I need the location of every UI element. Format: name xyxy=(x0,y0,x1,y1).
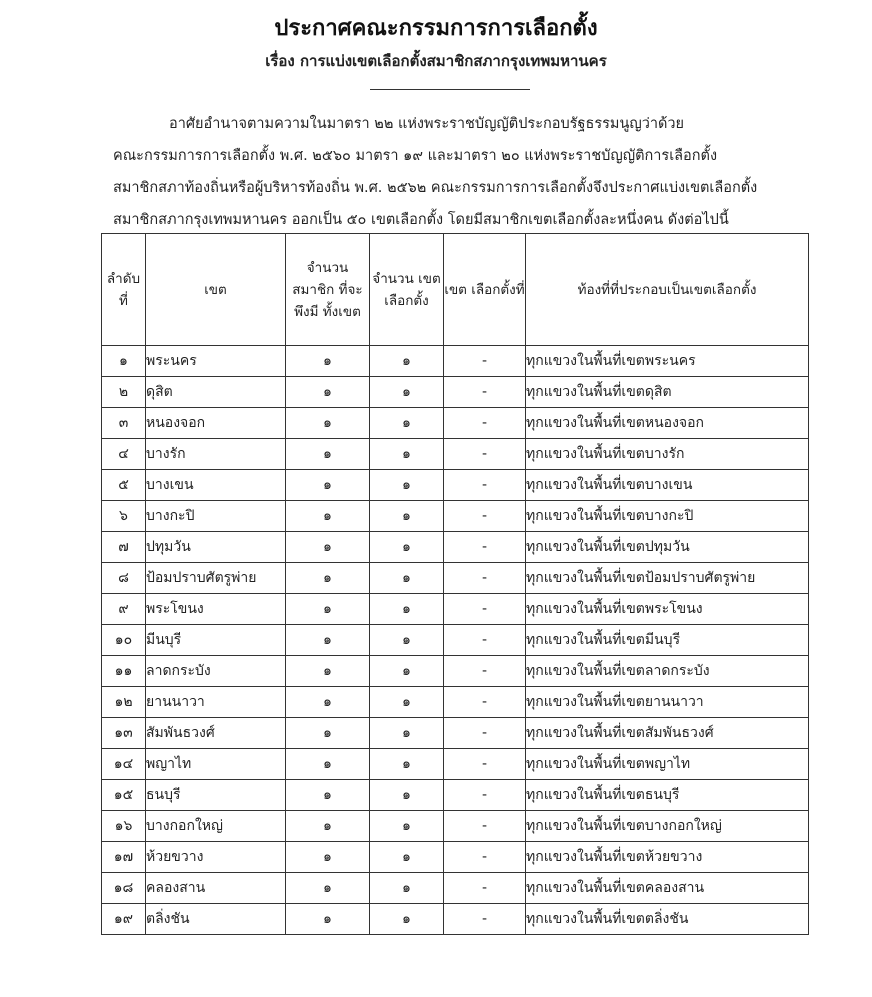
cell-zone-number: - xyxy=(444,563,526,594)
cell-member-count: ๑ xyxy=(286,377,370,408)
cell-zone-count: ๑ xyxy=(370,625,444,656)
cell-area: ทุกแขวงในพื้นที่เขตบางกะปิ xyxy=(526,501,809,532)
cell-district: ยานนาวา xyxy=(146,687,286,718)
cell-area: ทุกแขวงในพื้นที่เขตห้วยขวาง xyxy=(526,842,809,873)
cell-area: ทุกแขวงในพื้นที่เขตธนบุรี xyxy=(526,780,809,811)
table-row xyxy=(102,811,809,842)
cell-member-count: ๑ xyxy=(286,346,370,377)
cell-member-count: ๑ xyxy=(286,470,370,501)
cell-member-count: ๑ xyxy=(286,563,370,594)
cell-order-no: ๘ xyxy=(102,563,146,594)
cell-district: มีนบุรี xyxy=(146,625,286,656)
table-row xyxy=(102,501,809,532)
table-row xyxy=(102,749,809,780)
table-row xyxy=(102,687,809,718)
table-row xyxy=(102,532,809,563)
header-order-no: ลำดับ ที่ xyxy=(102,234,146,346)
cell-area: ทุกแขวงในพื้นที่เขตพระนคร xyxy=(526,346,809,377)
cell-member-count: ๑ xyxy=(286,501,370,532)
table-row xyxy=(102,377,809,408)
cell-member-count: ๑ xyxy=(286,625,370,656)
cell-zone-count: ๑ xyxy=(370,532,444,563)
table-row xyxy=(102,408,809,439)
cell-zone-number: - xyxy=(444,346,526,377)
cell-district: บางกอกใหญ่ xyxy=(146,811,286,842)
cell-district: ปทุมวัน xyxy=(146,532,286,563)
cell-area: ทุกแขวงในพื้นที่เขตหนองจอก xyxy=(526,408,809,439)
cell-district: บางรัก xyxy=(146,439,286,470)
cell-zone-number: - xyxy=(444,625,526,656)
cell-order-no: ๙ xyxy=(102,594,146,625)
cell-member-count: ๑ xyxy=(286,780,370,811)
cell-order-no: ๖ xyxy=(102,501,146,532)
cell-order-no: ๑๕ xyxy=(102,780,146,811)
cell-district: ห้วยขวาง xyxy=(146,842,286,873)
cell-zone-count: ๑ xyxy=(370,687,444,718)
table-row xyxy=(102,904,809,935)
cell-zone-count: ๑ xyxy=(370,749,444,780)
announcement-subject: เรื่อง การแบ่งเขตเลือกตั้งสมาชิกสภากรุงเทพมหานคร xyxy=(265,52,607,70)
cell-zone-number: - xyxy=(444,377,526,408)
cell-order-no: ๑๓ xyxy=(102,718,146,749)
announcement-title: ประกาศคณะกรรมการการเลือกตั้ง xyxy=(274,16,598,41)
cell-zone-number: - xyxy=(444,594,526,625)
cell-order-no: ๕ xyxy=(102,470,146,501)
cell-member-count: ๑ xyxy=(286,532,370,563)
cell-zone-count: ๑ xyxy=(370,842,444,873)
cell-member-count: ๑ xyxy=(286,687,370,718)
cell-order-no: ๑๒ xyxy=(102,687,146,718)
cell-district: หนองจอก xyxy=(146,408,286,439)
cell-zone-number: - xyxy=(444,873,526,904)
cell-district: ดุสิต xyxy=(146,377,286,408)
table-row xyxy=(102,780,809,811)
cell-zone-count: ๑ xyxy=(370,377,444,408)
cell-order-no: ๑๘ xyxy=(102,873,146,904)
table-row xyxy=(102,346,809,377)
cell-district: ธนบุรี xyxy=(146,780,286,811)
cell-zone-number: - xyxy=(444,501,526,532)
cell-area: ทุกแขวงในพื้นที่เขตบางรัก xyxy=(526,439,809,470)
table-header-row xyxy=(102,234,809,346)
cell-district: ลาดกระบัง xyxy=(146,656,286,687)
cell-zone-count: ๑ xyxy=(370,780,444,811)
cell-order-no: ๑๔ xyxy=(102,749,146,780)
header-area: ท้องที่ที่ประกอบเป็นเขตเลือกตั้ง xyxy=(526,234,809,346)
cell-zone-number: - xyxy=(444,811,526,842)
table-row xyxy=(102,563,809,594)
cell-zone-number: - xyxy=(444,780,526,811)
cell-order-no: ๑ xyxy=(102,346,146,377)
cell-area: ทุกแขวงในพื้นที่เขตปทุมวัน xyxy=(526,532,809,563)
cell-member-count: ๑ xyxy=(286,749,370,780)
table-row xyxy=(102,470,809,501)
cell-zone-count: ๑ xyxy=(370,470,444,501)
cell-member-count: ๑ xyxy=(286,408,370,439)
cell-zone-number: - xyxy=(444,687,526,718)
cell-district: บางกะปิ xyxy=(146,501,286,532)
cell-area: ทุกแขวงในพื้นที่เขตมีนบุรี xyxy=(526,625,809,656)
table-row xyxy=(102,594,809,625)
table-row xyxy=(102,718,809,749)
cell-zone-count: ๑ xyxy=(370,408,444,439)
cell-district: ป้อมปราบศัตรูพ่าย xyxy=(146,563,286,594)
cell-area: ทุกแขวงในพื้นที่เขตสัมพันธวงศ์ xyxy=(526,718,809,749)
cell-area: ทุกแขวงในพื้นที่เขตลาดกระบัง xyxy=(526,656,809,687)
header-district: เขต xyxy=(146,234,286,346)
cell-zone-count: ๑ xyxy=(370,501,444,532)
cell-member-count: ๑ xyxy=(286,842,370,873)
cell-zone-count: ๑ xyxy=(370,718,444,749)
cell-zone-number: - xyxy=(444,749,526,780)
cell-zone-count: ๑ xyxy=(370,904,444,935)
cell-district: สัมพันธวงศ์ xyxy=(146,718,286,749)
title-divider xyxy=(370,89,530,90)
cell-district: ตลิ่งชัน xyxy=(146,904,286,935)
cell-member-count: ๑ xyxy=(286,718,370,749)
cell-member-count: ๑ xyxy=(286,811,370,842)
header-zone-number: เขต เลือกตั้งที่ xyxy=(444,234,526,346)
cell-district: พญาไท xyxy=(146,749,286,780)
cell-zone-count: ๑ xyxy=(370,346,444,377)
preamble-line: คณะกรรมการการเลือกตั้ง พ.ศ. ๒๕๖๐ มาตรา ๑๙ และมาตรา ๒๐ แห่งพระราชบัญญัติการเลือกตั้ง xyxy=(113,148,718,164)
cell-zone-count: ๑ xyxy=(370,563,444,594)
cell-zone-number: - xyxy=(444,842,526,873)
cell-zone-number: - xyxy=(444,439,526,470)
cell-district: คลองสาน xyxy=(146,873,286,904)
table-row xyxy=(102,873,809,904)
cell-zone-number: - xyxy=(444,470,526,501)
cell-order-no: ๑๑ xyxy=(102,656,146,687)
table-row xyxy=(102,625,809,656)
cell-zone-count: ๑ xyxy=(370,811,444,842)
cell-order-no: ๑๖ xyxy=(102,811,146,842)
cell-zone-number: - xyxy=(444,904,526,935)
cell-zone-number: - xyxy=(444,656,526,687)
cell-order-no: ๑๗ xyxy=(102,842,146,873)
header-zone-count: จำนวน เขต เลือกตั้ง xyxy=(370,234,444,346)
preamble-line: อาศัยอำนาจตามความในมาตรา ๒๒ แห่งพระราชบัญญัติประกอบรัฐธรรมนูญว่าด้วย xyxy=(169,116,685,132)
table-row xyxy=(102,842,809,873)
cell-district: พระโขนง xyxy=(146,594,286,625)
table-row xyxy=(102,656,809,687)
preamble-line: สมาชิกสภาท้องถิ่นหรือผู้บริหารท้องถิ่น พ.ศ. ๒๕๖๒ คณะกรรมการการเลือกตั้งจึงประกาศแบ่งเขตเลือกตั้ง xyxy=(113,180,758,196)
cell-area: ทุกแขวงในพื้นที่เขตตลิ่งชัน xyxy=(526,904,809,935)
cell-area: ทุกแขวงในพื้นที่เขตป้อมปราบศัตรูพ่าย xyxy=(526,563,809,594)
cell-member-count: ๑ xyxy=(286,904,370,935)
cell-member-count: ๑ xyxy=(286,656,370,687)
cell-zone-number: - xyxy=(444,718,526,749)
cell-zone-count: ๑ xyxy=(370,594,444,625)
cell-area: ทุกแขวงในพื้นที่เขตยานนาวา xyxy=(526,687,809,718)
preamble-line: สมาชิกสภากรุงเทพมหานคร ออกเป็น ๕๐ เขตเลือกตั้ง โดยมีสมาชิกเขตเลือกตั้งละหนึ่งคน ดังต่อไปนี้ xyxy=(113,212,729,228)
cell-area: ทุกแขวงในพื้นที่เขตบางกอกใหญ่ xyxy=(526,811,809,842)
preamble-paragraph xyxy=(113,108,813,236)
cell-zone-number: - xyxy=(444,408,526,439)
cell-order-no: ๒ xyxy=(102,377,146,408)
cell-zone-count: ๑ xyxy=(370,873,444,904)
cell-order-no: ๗ xyxy=(102,532,146,563)
cell-zone-count: ๑ xyxy=(370,439,444,470)
cell-area: ทุกแขวงในพื้นที่เขตพญาไท xyxy=(526,749,809,780)
cell-order-no: ๔ xyxy=(102,439,146,470)
cell-member-count: ๑ xyxy=(286,439,370,470)
header-member-count: จำนวน สมาชิก ที่จะพึงมี ทั้งเขต xyxy=(286,234,370,346)
cell-member-count: ๑ xyxy=(286,873,370,904)
cell-order-no: ๑๐ xyxy=(102,625,146,656)
cell-district: พระนคร xyxy=(146,346,286,377)
cell-zone-count: ๑ xyxy=(370,656,444,687)
cell-district: บางเขน xyxy=(146,470,286,501)
cell-area: ทุกแขวงในพื้นที่เขตบางเขน xyxy=(526,470,809,501)
cell-member-count: ๑ xyxy=(286,594,370,625)
cell-area: ทุกแขวงในพื้นที่เขตคลองสาน xyxy=(526,873,809,904)
cell-area: ทุกแขวงในพื้นที่เขตพระโขนง xyxy=(526,594,809,625)
cell-order-no: ๑๙ xyxy=(102,904,146,935)
table-row xyxy=(102,439,809,470)
cell-order-no: ๓ xyxy=(102,408,146,439)
cell-zone-number: - xyxy=(444,532,526,563)
districts-table xyxy=(101,233,809,935)
cell-area: ทุกแขวงในพื้นที่เขตดุสิต xyxy=(526,377,809,408)
